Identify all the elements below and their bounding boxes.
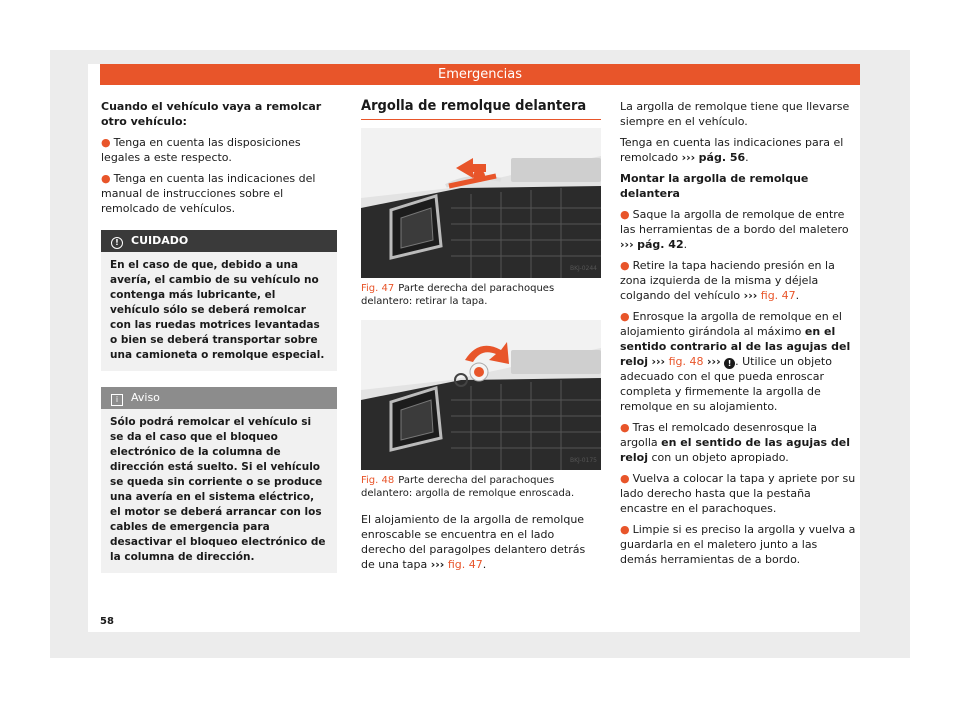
page-link[interactable]: pág. 56: [698, 151, 746, 164]
subheading: Montar la argolla de remolque delantera: [620, 172, 809, 200]
body-paragraph: El alojamiento de la argolla de remolque enroscable se encuentra en el lado derecho del paragolpes delantero detrás de una tapa ››› fig. 47.: [361, 513, 586, 571]
figure-link[interactable]: fig. 47: [447, 558, 483, 571]
list-item: ● Saque la argolla de remolque de entre las herramientas de a bordo del maletero ››› pág. 42.: [620, 208, 849, 251]
notice-box: [101, 387, 337, 573]
bullet-icon: ●: [620, 259, 630, 272]
bumper-illustration: [361, 320, 601, 470]
notice-header: i Aviso: [101, 387, 337, 409]
column-left: [101, 99, 337, 573]
list-item: ● Enrosque la argolla de remolque en el alojamiento girándola al máximo en el sentido contrario al de las agujas del reloj ››› fig. 48 ››› ! . Utilice un objeto adecuado con el que pueda enroscar completa y firmemente la argolla de remolque en su alojamiento.: [620, 310, 851, 413]
exclamation-circle-icon: !: [111, 237, 123, 249]
body-paragraph: Tenga en cuenta las indicaciones para el remolcado ››› pág. 56.: [620, 136, 844, 164]
chapter-header: Emergencias: [100, 64, 860, 85]
figure-link[interactable]: fig. 47: [760, 289, 796, 302]
list-item: ● Retire la tapa haciendo presión en la zona izquierda de la misma y déjela colgando del vehículo ››› fig. 47.: [620, 259, 835, 302]
bullet-icon: ●: [101, 136, 111, 149]
intro-heading: Cuando el vehículo vaya a remolcar otro vehículo:: [101, 100, 322, 128]
bullet-icon: ●: [620, 208, 630, 221]
figure-caption: Fig. 47 Parte derecha del parachoques delantero: retirar la tapa.: [361, 283, 555, 307]
list-item: ● Vuelva a colocar la tapa y apriete por su lado derecho hasta que la pestaña encastre en el parachoques.: [620, 472, 856, 515]
bullet-icon: ●: [620, 472, 630, 485]
list-item: ● Tenga en cuenta las indicaciones del manual de instrucciones sobre el remolcado de vehículos.: [101, 172, 316, 215]
bullet-icon: ●: [620, 310, 630, 323]
column-middle: [361, 99, 601, 578]
figure-link[interactable]: fig. 48: [668, 355, 704, 368]
list-item: ● Tras el remolcado desenrosque la argolla en el sentido de las agujas del reloj con un objeto apropiado.: [620, 421, 850, 464]
figure-caption: Fig. 48 Parte derecha del parachoques delantero: argolla de remolque enroscada.: [361, 475, 575, 499]
figure-47: [361, 128, 601, 278]
list-item: ● Tenga en cuenta las disposiciones legales a este respecto.: [101, 136, 301, 164]
figure-48: [361, 320, 601, 470]
column-right: [620, 99, 856, 573]
bullet-icon: ●: [620, 523, 630, 536]
caution-header: ! CUIDADO: [101, 230, 337, 252]
page-number: 58: [100, 616, 114, 627]
bullet-icon: ●: [620, 421, 630, 434]
body-paragraph: La argolla de remolque tiene que llevarse siempre en el vehículo.: [620, 100, 850, 128]
figure-code: BKJ-0244: [569, 265, 597, 272]
bumper-illustration: [361, 128, 601, 278]
bullet-icon: ●: [101, 172, 111, 185]
notice-text: Sólo podrá remolcar el vehículo si se da el caso que el bloqueo electrónico de la columna de dirección está suelto. Si el vehículo se queda sin corriente o se produce una avería en el sistema eléctrico, el motor se deberá arrancar con los cables de emergencia para desactivar el bloqueo electrónico de la columna de dirección.: [110, 416, 326, 563]
list-item: ● Limpie si es preciso la argolla y vuelva a guardarla en el maletero junto a las demás herramientas de a bordo.: [620, 523, 856, 566]
caution-box: [101, 230, 337, 371]
page-link[interactable]: pág. 42: [637, 238, 684, 251]
warning-icon: !: [724, 358, 735, 369]
info-square-icon: i: [111, 394, 123, 406]
section-title: Argolla de remolque delantera: [361, 99, 601, 120]
caution-text: En el caso de que, debido a una avería, el cambio de su vehículo no contenga más lubricante, el vehículo sólo se deberá remolcar con las ruedas motrices levantadas o bien se deberá transportar sobre una camioneta o remolque especial.: [110, 259, 325, 361]
figure-code: BKJ-0175: [569, 457, 597, 464]
